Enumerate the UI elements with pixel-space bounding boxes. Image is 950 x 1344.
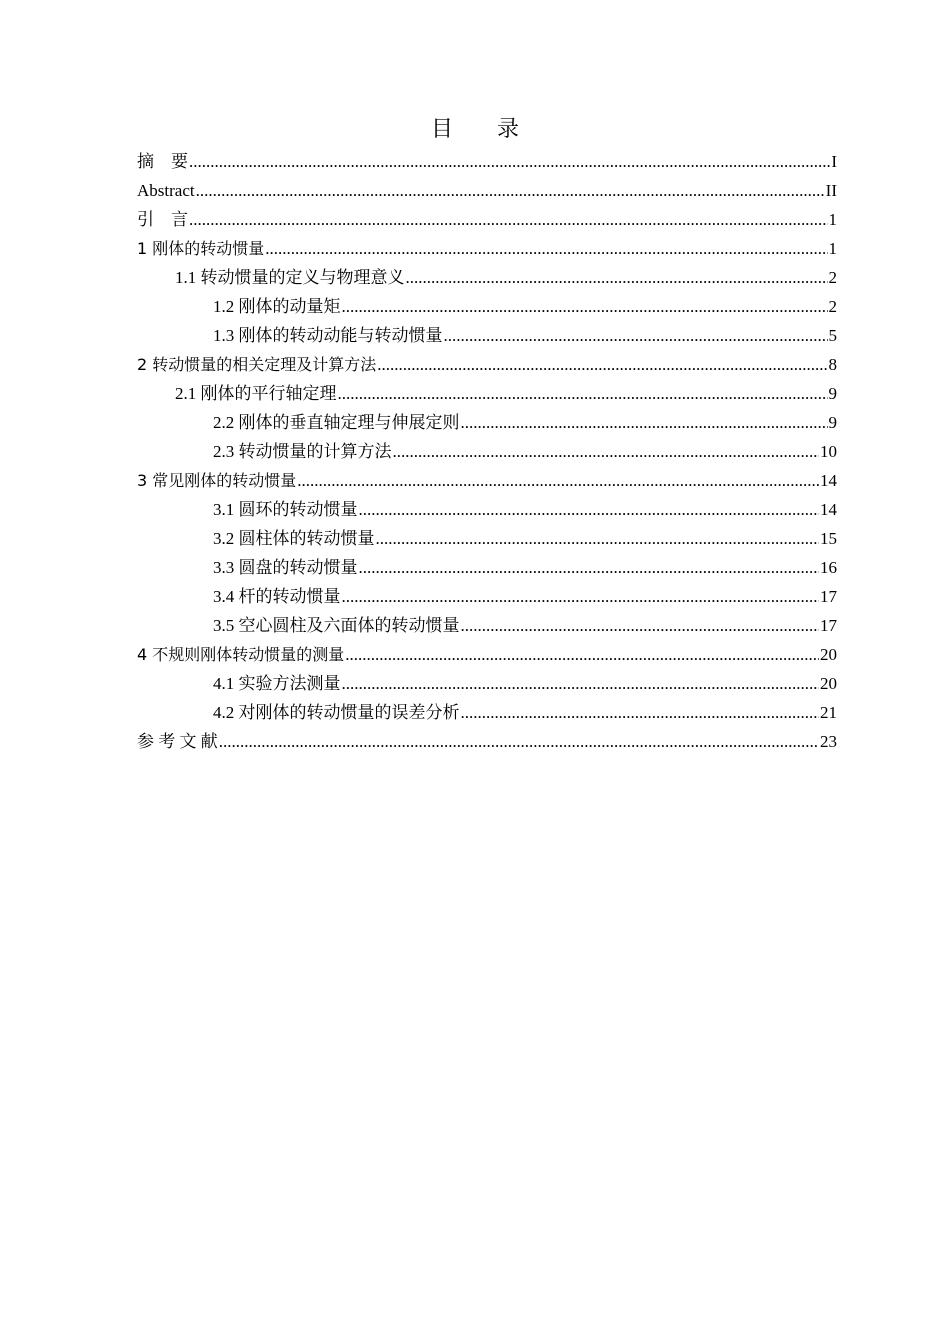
toc-entry-label: 3.2 圆柱体的转动惯量 — [213, 529, 375, 548]
toc-entry[interactable] — [137, 321, 837, 350]
toc-entry-label: 3.1 圆环的转动惯量 — [213, 500, 358, 519]
toc-entry-page-number: 15 — [820, 529, 837, 548]
toc-entry-label: 1.1 转动惯量的定义与物理意义 — [175, 268, 405, 287]
toc-dot-leader — [376, 524, 820, 553]
toc-dot-leader — [444, 321, 828, 350]
toc-entry-page-number: 10 — [820, 442, 837, 461]
toc-entry[interactable] — [137, 611, 837, 640]
toc-entry-page-number: 21 — [820, 703, 837, 722]
toc-entry-label: 4 不规则刚体转动惯量的测量 — [137, 645, 345, 664]
toc-entry-label: 参 考 文 献 — [137, 732, 218, 751]
toc-entry-page-number: 14 — [820, 500, 837, 519]
toc-dot-leader — [342, 669, 820, 698]
toc-entry[interactable] — [137, 408, 837, 437]
toc-dot-leader — [342, 582, 820, 611]
toc-entry[interactable] — [137, 437, 837, 466]
page-title — [0, 114, 950, 146]
toc-entry-label: 2 转动惯量的相关定理及计算方法 — [137, 355, 377, 374]
toc-dot-leader — [189, 147, 830, 176]
toc-dot-leader — [338, 379, 828, 408]
toc-entry-label: 2.2 刚体的垂直轴定理与伸展定则 — [213, 413, 460, 432]
toc-entry[interactable] — [137, 553, 837, 582]
toc-dot-leader — [406, 263, 828, 292]
toc-entry-label: 3.3 圆盘的转动惯量 — [213, 558, 358, 577]
toc-entry[interactable] — [137, 234, 837, 263]
toc-entry-label: 1.3 刚体的转动动能与转动惯量 — [213, 326, 443, 345]
toc-dot-leader — [342, 292, 828, 321]
toc-dot-leader — [297, 466, 819, 495]
toc-entry-page-number: 2 — [828, 268, 837, 287]
toc-dot-leader — [359, 495, 820, 524]
toc-dot-leader — [265, 234, 827, 263]
toc-entry[interactable] — [137, 524, 837, 553]
toc-dot-leader — [461, 698, 820, 727]
toc-entry-label: 2.1 刚体的平行轴定理 — [175, 384, 337, 403]
toc-entry-page-number: 8 — [828, 355, 837, 374]
toc-entry[interactable] — [137, 640, 837, 669]
toc-entry[interactable] — [137, 350, 837, 379]
toc-entry-page-number: 1 — [828, 210, 837, 229]
toc-entry-label: 3.5 空心圆柱及六面体的转动惯量 — [213, 616, 460, 635]
toc-entry[interactable] — [137, 669, 837, 698]
toc-entry-page-number: 17 — [820, 587, 837, 606]
toc-entry-label: 2.3 转动惯量的计算方法 — [213, 442, 392, 461]
toc-entry-page-number: 14 — [820, 471, 837, 490]
toc-entry[interactable] — [137, 263, 837, 292]
toc-entry-page-number: 9 — [828, 384, 837, 403]
toc-entry-page-number: 16 — [820, 558, 837, 577]
toc-entry-label: 3 常见刚体的转动惯量 — [137, 471, 297, 490]
toc-dot-leader — [461, 408, 828, 437]
toc-dot-leader — [393, 437, 820, 466]
toc-entry[interactable] — [137, 147, 837, 176]
toc-entry-label: 引 言 — [137, 210, 188, 229]
toc-dot-leader — [461, 611, 820, 640]
title-char-2: 录 — [497, 117, 520, 142]
toc-entry-label: 1.2 刚体的动量矩 — [213, 297, 341, 316]
toc-dot-leader — [345, 640, 819, 669]
toc-entry-label: 1 刚体的转动惯量 — [137, 239, 265, 258]
toc-entry-page-number: 20 — [820, 674, 837, 693]
toc-entry-page-number: 2 — [828, 297, 837, 316]
toc-entry[interactable] — [137, 727, 837, 756]
toc-entry-page-number: II — [825, 181, 837, 200]
toc-entry-page-number: 17 — [820, 616, 837, 635]
toc-entry-page-number: 9 — [828, 413, 837, 432]
toc-dot-leader — [219, 727, 819, 756]
toc-entry-label: 3.4 杆的转动惯量 — [213, 587, 341, 606]
toc-entry[interactable] — [137, 466, 837, 495]
toc-entry[interactable] — [137, 698, 837, 727]
toc-entry[interactable] — [137, 292, 837, 321]
toc-entry-page-number: 5 — [828, 326, 837, 345]
toc-entry[interactable] — [137, 495, 837, 524]
toc-entry-page-number: 23 — [820, 732, 837, 751]
toc-entry[interactable] — [137, 582, 837, 611]
toc-entry-label: Abstract — [137, 181, 195, 200]
table-of-contents — [137, 147, 837, 756]
toc-entry-label: 4.2 对刚体的转动惯量的误差分析 — [213, 703, 460, 722]
toc-entry-label: 4.1 实验方法测量 — [213, 674, 341, 693]
toc-entry[interactable] — [137, 205, 837, 234]
toc-dot-leader — [196, 176, 825, 205]
toc-dot-leader — [189, 205, 828, 234]
toc-dot-leader — [377, 350, 827, 379]
toc-entry-label: 摘 要 — [137, 152, 188, 171]
title-char-1: 目 — [430, 117, 453, 142]
toc-dot-leader — [359, 553, 820, 582]
toc-entry-page-number: 1 — [828, 239, 837, 258]
toc-entry[interactable] — [137, 379, 837, 408]
toc-entry-page-number: 20 — [820, 645, 837, 664]
toc-entry-page-number: I — [831, 152, 837, 171]
toc-entry[interactable] — [137, 176, 837, 205]
